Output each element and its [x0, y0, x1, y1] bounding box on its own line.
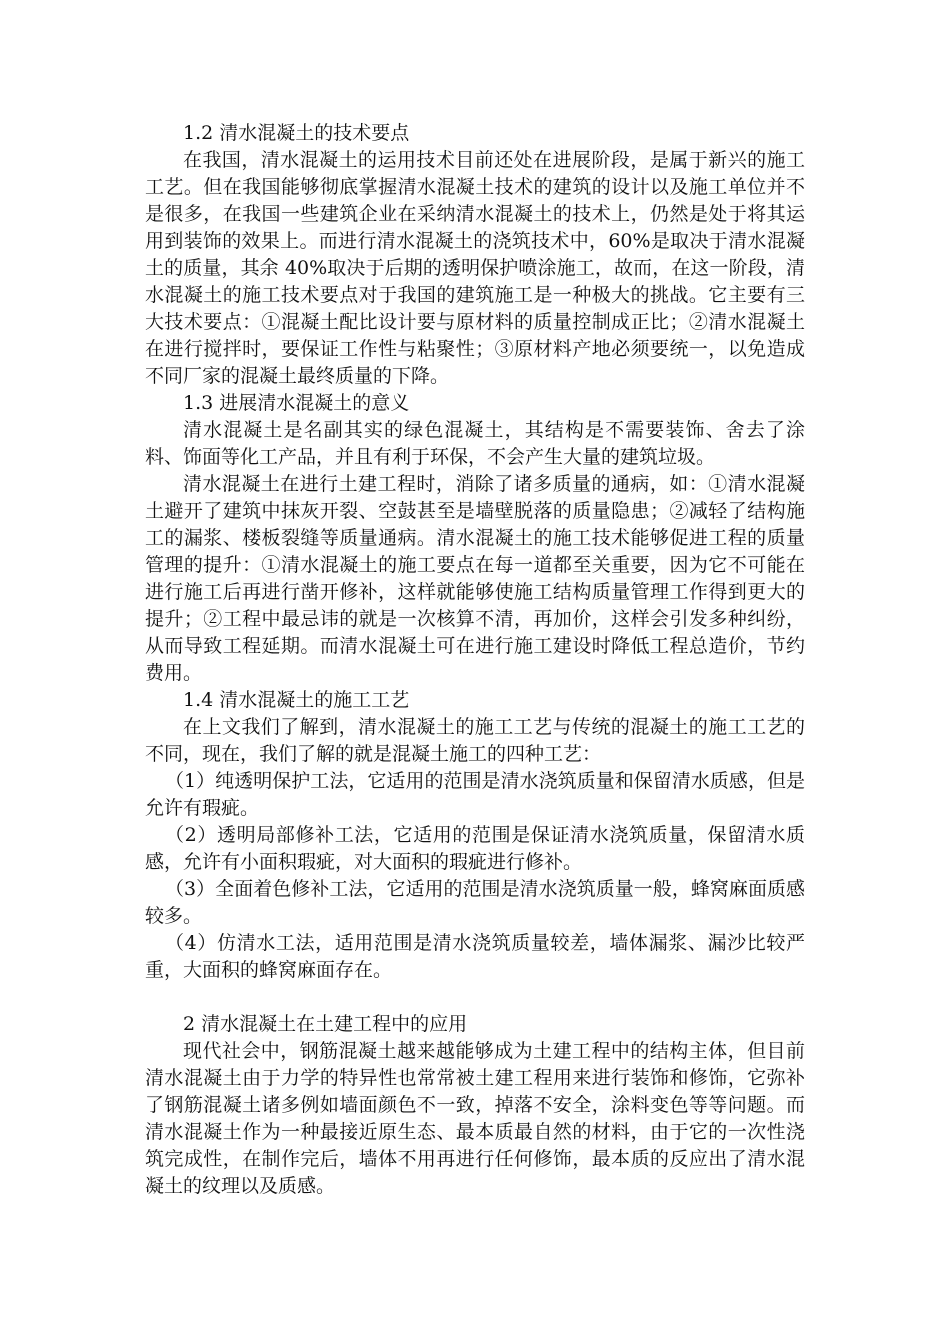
list-item: （1）纯透明保护工法，它适用的范围是清水浇筑质量和保留清水质感，但是允许有瑕疵。	[145, 770, 805, 819]
section-heading: 2 清水混凝土在土建工程中的应用	[183, 1013, 468, 1035]
paragraph: 在我国，清水混凝土的运用技术目前还处在进展阶段，是属于新兴的施工工艺。但在我国能够彻底掌握清水混凝土技术的建筑的设计以及施工单位并不是很多，在我国一些建筑企业在采纳清水混凝土的技术上，仍然是处于将其运用到装饰的效果上。而进行清水混凝土的浇筑技术中，60%是取决于清水混凝土的质量，其余 40%取决于后期的透明保护喷涂施工，故而，在这一阶段，清水混凝土的施工技术要点对于我国的建筑施工是一种极大的挑战。它主要有三大技术要点：①混凝土配比设计要与原材料的质量控制成正比；②清水混凝土在进行搅拌时，要保证工作性与粘聚性；③原材料产地必须要统一，以免造成不同厂家的混凝土最终质量的下降。	[145, 149, 805, 387]
section-heading: 1.2 清水混凝土的技术要点	[183, 122, 410, 144]
paragraph: 清水混凝土是名副其实的绿色混凝土，其结构是不需要装饰、舍去了涂料、饰面等化工产品，并且有利于环保，不会产生大量的建筑垃圾。	[145, 419, 805, 468]
list-item: （2）透明局部修补工法，它适用的范围是保证清水浇筑质量，保留清水质感，允许有小面积瑕疵，对大面积的瑕疵进行修补。	[145, 824, 805, 873]
section-heading: 1.4 清水混凝土的施工工艺	[183, 689, 410, 711]
list-item: （4）仿清水工法，适用范围是清水浇筑质量较差，墙体漏浆、漏沙比较严重，大面积的蜂窝麻面存在。	[145, 932, 805, 981]
list-item: （3）全面着色修补工法，它适用的范围是清水浇筑质量一般，蜂窝麻面质感较多。	[145, 878, 805, 927]
section-heading: 1.3 进展清水混凝土的意义	[183, 392, 410, 414]
paragraph: 在上文我们了解到，清水混凝土的施工工艺与传统的混凝土的施工工艺的不同，现在，我们了解的就是混凝土施工的四种工艺：	[145, 716, 805, 765]
paragraph: 清水混凝土在进行土建工程时，消除了诸多质量的通病，如：①清水混凝土避开了建筑中抹灰开裂、空鼓甚至是墙壁脱落的质量隐患；②减轻了结构施工的漏浆、楼板裂缝等质量通病。清水混凝土的施工技术能够促进工程的质量管理的提升：①清水混凝土的施工要点在每一道都至关重要，因为它不可能在进行施工后再进行凿开修补，这样就能够使施工结构质量管理工作得到更大的提升；②工程中最忌讳的就是一次核算不清，再加价，这样会引发多种纠纷，从而导致工程延期。而清水混凝土可在进行施工建设时降低工程总造价，节约费用。	[145, 473, 805, 684]
document-page	[145, 120, 805, 1200]
section-spacer	[145, 984, 805, 1011]
paragraph: 现代社会中，钢筋混凝土越来越能够成为土建工程中的结构主体，但目前清水混凝土由于力学的特异性也常常被土建工程用来进行装饰和修饰，它弥补了钢筋混凝土诸多例如墙面颜色不一致，掉落不安全，涂料变色等等问题。而清水混凝土作为一种最接近原生态、最本质最自然的材料，由于它的一次性浇筑完成性，在制作完后，墙体不用再进行任何修饰，最本质的反应出了清水混凝土的纹理以及质感。	[145, 1040, 805, 1197]
